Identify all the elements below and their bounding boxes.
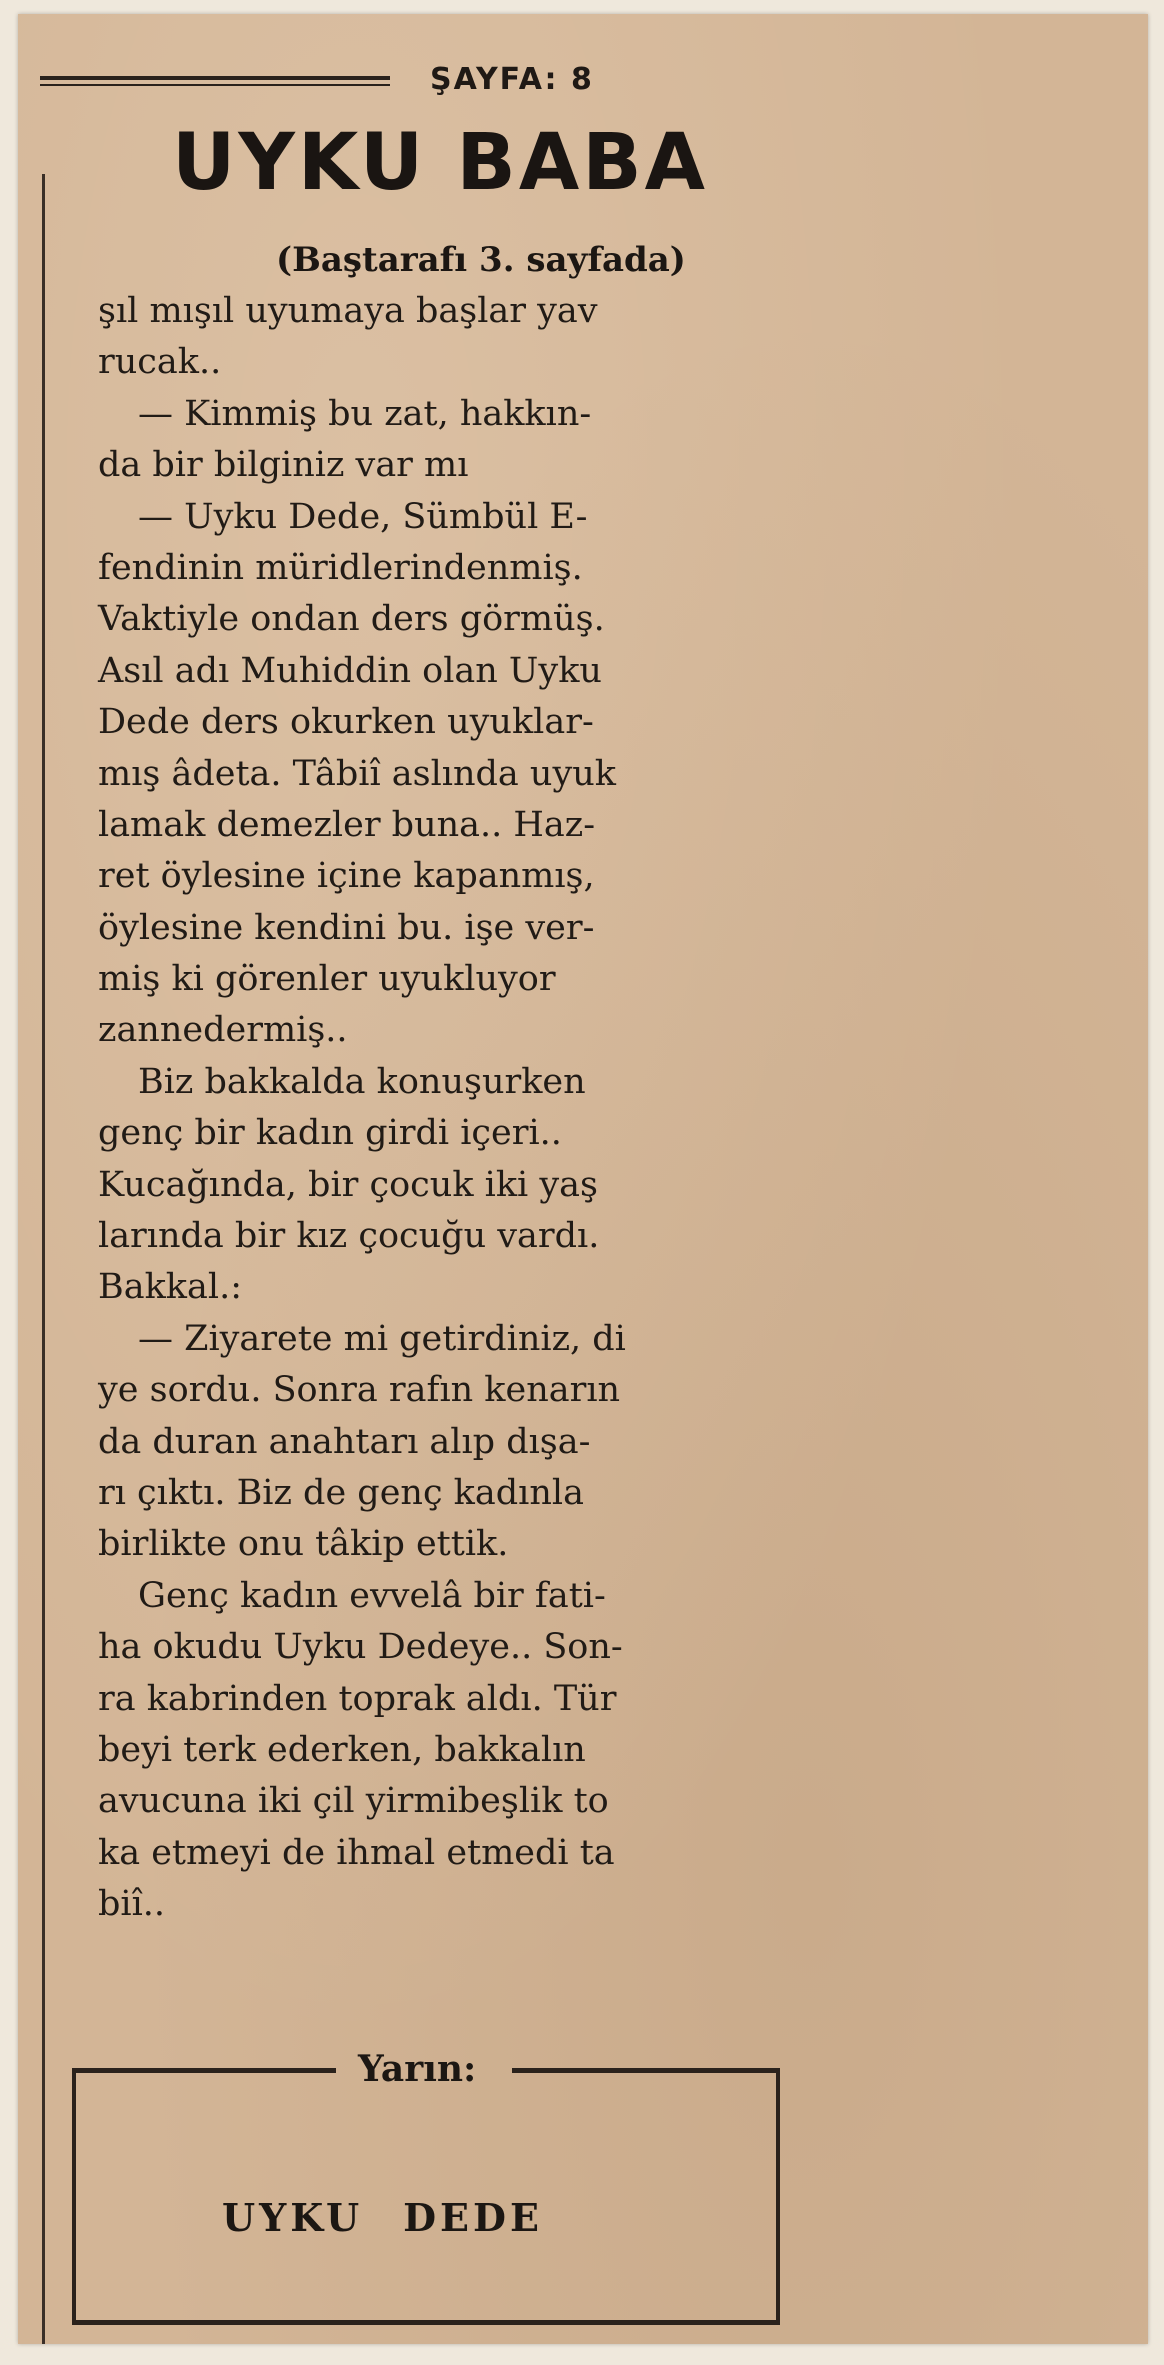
headline: UYKU BABA	[172, 118, 709, 208]
article-line: zannedermiş..	[98, 1010, 348, 1051]
article-line: da bir bilginiz var mı	[98, 445, 469, 486]
article-line: avucuna iki çil yirmibeşlik to	[98, 1781, 609, 1822]
article-line: mış âdeta. Tâbiî aslında uyuk	[98, 753, 616, 794]
article-line: Kucağında, bir çocuk iki yaş	[98, 1164, 598, 1205]
article-line: — Ziyarete mi getirdiniz, di	[138, 1318, 626, 1359]
article-line: Biz bakkalda konuşurken	[138, 1061, 586, 1102]
article-line: larında bir kız çocuğu vardı.	[98, 1216, 600, 1257]
teaser-title-word: UYKU	[222, 2195, 364, 2240]
article-line: rucak..	[98, 342, 222, 383]
article-line: Genç kadın evvelâ bir fati-	[138, 1575, 606, 1616]
article-line: — Kimmiş bu zat, hakkın-	[138, 393, 592, 434]
teaser-title-word: DEDE	[403, 2195, 543, 2240]
article-line: miş ki görenler uyukluyor	[98, 959, 556, 1000]
article-line: da duran anahtarı alıp dışa-	[98, 1421, 591, 1462]
article-line: ret öylesine içine kapanmış,	[98, 856, 595, 897]
article-line: Vaktiyle ondan ders görmüş.	[98, 599, 605, 640]
article-line: birlikte onu tâkip ettik.	[98, 1524, 509, 1565]
article-line: biî..	[98, 1884, 166, 1925]
column-rule	[42, 174, 45, 2344]
article-line: lamak demezler buna.. Haz-	[98, 804, 596, 845]
article-line: ha okudu Uyku Dedeye.. Son-	[98, 1627, 623, 1668]
page-label: ŞAYFA: 8	[430, 62, 594, 97]
article-line: Bakkal.:	[98, 1267, 242, 1308]
article-line: öylesine kendini bu. işe ver-	[98, 907, 595, 948]
article-line: fendinin müridlerindenmiş.	[98, 547, 583, 588]
article-line: ye sordu. Sonra rafın kenarın	[98, 1370, 621, 1411]
article-line: beyi terk ederken, bakkalın	[98, 1729, 586, 1770]
article-body	[98, 286, 758, 1931]
article-line: ka etmeyi de ihmal etmedi ta	[98, 1832, 615, 1873]
article-line: ra kabrinden toprak aldı. Tür	[98, 1678, 617, 1719]
article-line: şıl mışıl uyumaya başlar yav	[98, 291, 598, 331]
article-line: Dede ders okurken uyuklar-	[98, 702, 594, 743]
header-rule-thin	[40, 84, 390, 86]
teaser-title	[222, 2195, 543, 2240]
article-line: genç bir kadın girdi içeri..	[98, 1113, 562, 1154]
article-line: — Uyku Dede, Sümbül E-	[138, 496, 588, 537]
continued-note: (Baştarafı 3. sayfada)	[276, 240, 686, 280]
header-rule	[40, 76, 390, 80]
teaser-label: Yarın:	[358, 2048, 477, 2090]
article-line: rı çıktı. Biz de genç kadınla	[98, 1472, 584, 1513]
article-line: Asıl adı Muhiddin olan Uyku	[98, 650, 602, 691]
